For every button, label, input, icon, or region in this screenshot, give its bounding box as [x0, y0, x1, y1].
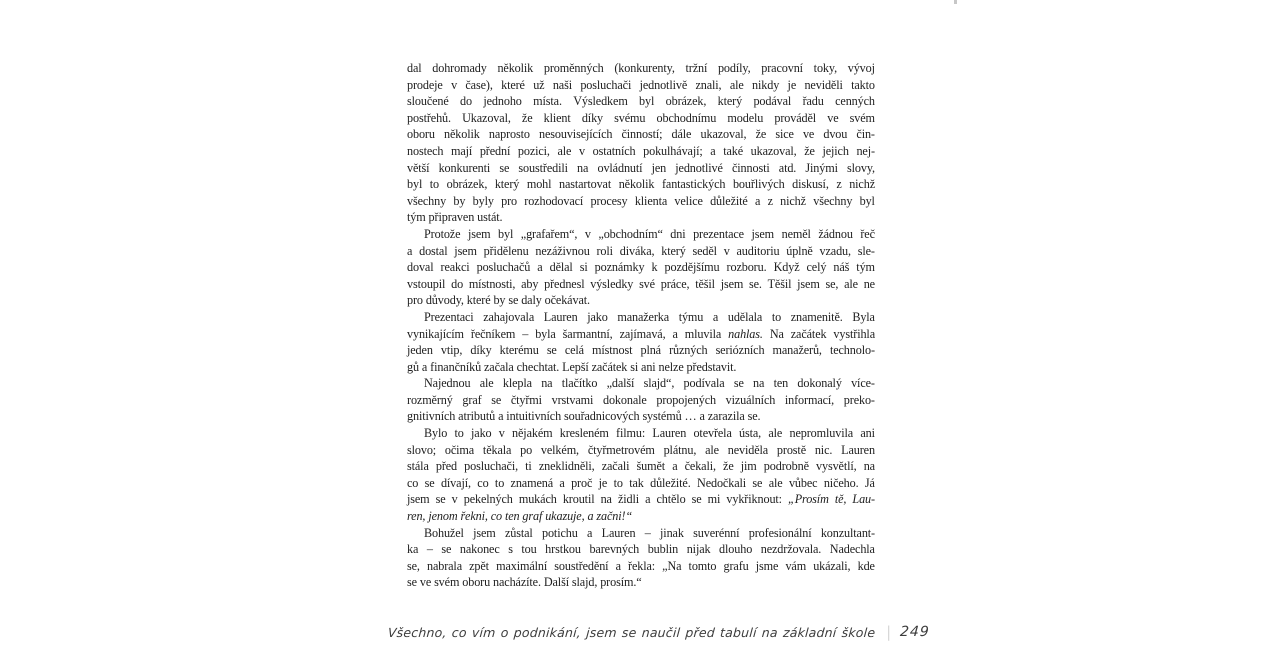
- text-line: jsem se v pekelných mukách kroutil na židli a chtělo se mi vykřiknout: „Prosím tě, Lau-: [407, 492, 875, 507]
- text-line: a dostal jsem přidělenu nezáživnou roli diváka, který seděl v auditoriu úplně vzadu, sle-: [407, 243, 875, 258]
- body-text-block: [407, 60, 875, 591]
- text-line: nostech mají přední pozici, ale v ostatních pokulhávají; a také ukazoval, že jejich nej-: [407, 143, 875, 158]
- text-line: slovo; očima těkala po velkém, čtyřmetrovém plátnu, ale neviděla prostě nic. Lauren: [407, 442, 875, 457]
- paragraph: [407, 226, 875, 309]
- text-line: Protože jsem byl „grafařem“, v „obchodním“ dni prezentace jsem neměl žádnou řeč: [424, 226, 875, 241]
- text-line: Prezentaci zahajovala Lauren jako manažerka týmu a udělala to znamenitě. Byla: [424, 309, 875, 324]
- paragraph: [407, 60, 875, 226]
- paragraph: [407, 525, 875, 591]
- text-line: ren, jenom řekni, co ten graf ukazuje, a začni!“: [407, 509, 633, 524]
- page-footer: [388, 623, 930, 641]
- text-line: tým připraven ustát.: [407, 210, 503, 225]
- text-line: sloučené do jednoho místa. Výsledkem byl obrázek, který podával řadu cenných: [407, 94, 875, 109]
- text-line: pro důvody, které by se daly očekávat.: [407, 293, 590, 308]
- text-line: se, nabrala zpět maximální soustředění a řekla: „Na tomto grafu jsme vám ukázali, kde: [407, 558, 875, 573]
- footer-page-number: 249: [899, 624, 931, 640]
- text-line: všechny by byly pro rozhodovací procesy klienta velice důležité a z nichž všechny byl: [407, 193, 875, 208]
- text-line: Najednou ale klepla na tlačítko „další slajd“, podívala se na ten dokonalý více-: [424, 376, 875, 391]
- footer-separator: |: [886, 623, 892, 641]
- text-line: byl to obrázek, který mohl nastartovat několik fantastických bouřlivých diskusí, z nichž: [407, 177, 875, 192]
- text-line: ka – se nakonec s tou hrstkou barevných bublin nijak dlouho nezdržovala. Nadechla: [407, 542, 875, 557]
- text-line: stála před posluchači, ti zneklidněli, začali šumět a čekali, že jim podrobně vysvětlí, na: [407, 459, 875, 474]
- text-line: jeden vtip, díky kterému se celá místnost plná různých seriózních manažerů, technolo-: [407, 343, 875, 358]
- text-line: oboru několik naprosto nesouvisejících činností; dále ukazoval, že sice ve dvou čin-: [407, 127, 875, 142]
- stray-mark: [954, 0, 957, 4]
- text-line: Bohužel jsem zůstal potichu a Lauren – jinak suverénní profesionální konzultant-: [424, 525, 875, 540]
- text-line: co se dívají, co to znamená a proč je to tak důležité. Nedočkali se ale vůbec ničeho. Já: [407, 475, 875, 490]
- paragraph: [407, 425, 875, 525]
- text-line: gů a finančníků začala chechtat. Lepší začátek si ani nelze představit.: [407, 359, 737, 374]
- text-line: rozměrný graf se čtyřmi vrstvami dokonale propojených vizuálních informací, preko-: [407, 392, 875, 407]
- text-line: se ve svém oboru nacházíte. Další slajd, prosím.“: [407, 575, 642, 590]
- paragraph: [407, 309, 875, 375]
- text-line: prodeje v čase), které už naši posluchači jednotlivě znali, ale nikdy je neviděli takto: [407, 77, 875, 92]
- footer-running-title: Všechno, co vím o podnikání, jsem se naučil před tabulí na základní škole: [387, 624, 876, 640]
- text-line: vynikajícím řečníkem – byla šarmantní, zajímavá, a mluvila nahlas. Na začátek vystřihla: [407, 326, 875, 341]
- paragraph: [407, 375, 875, 425]
- text-line: vstoupil do místnosti, aby přednesl výsledky své práce, těšil jsem se. Těšil jsem se, ale ne: [407, 276, 875, 291]
- text-line: větší konkurenti se soustředili na ovládnutí jen jednotlivé činnosti atd. Jinými slovy,: [407, 160, 875, 175]
- text-line: dal dohromady několik proměnných (konkurenty, tržní podíly, pracovní toky, vývoj: [407, 61, 875, 75]
- text-line: doval reakci posluchačů a dělal si poznámky k pozdějšímu rozboru. Když celý náš tým: [407, 260, 875, 275]
- text-line: gnitivních atributů a intuitivních souřadnicových systémů … a zarazila se.: [407, 409, 761, 424]
- text-line: postřehů. Ukazoval, že klient díky svému obchodnímu modelu prováděl ve svém: [407, 110, 875, 125]
- text-line: Bylo to jako v nějakém kresleném filmu: Lauren otevřela ústa, ale nepromluvila ani: [424, 426, 875, 441]
